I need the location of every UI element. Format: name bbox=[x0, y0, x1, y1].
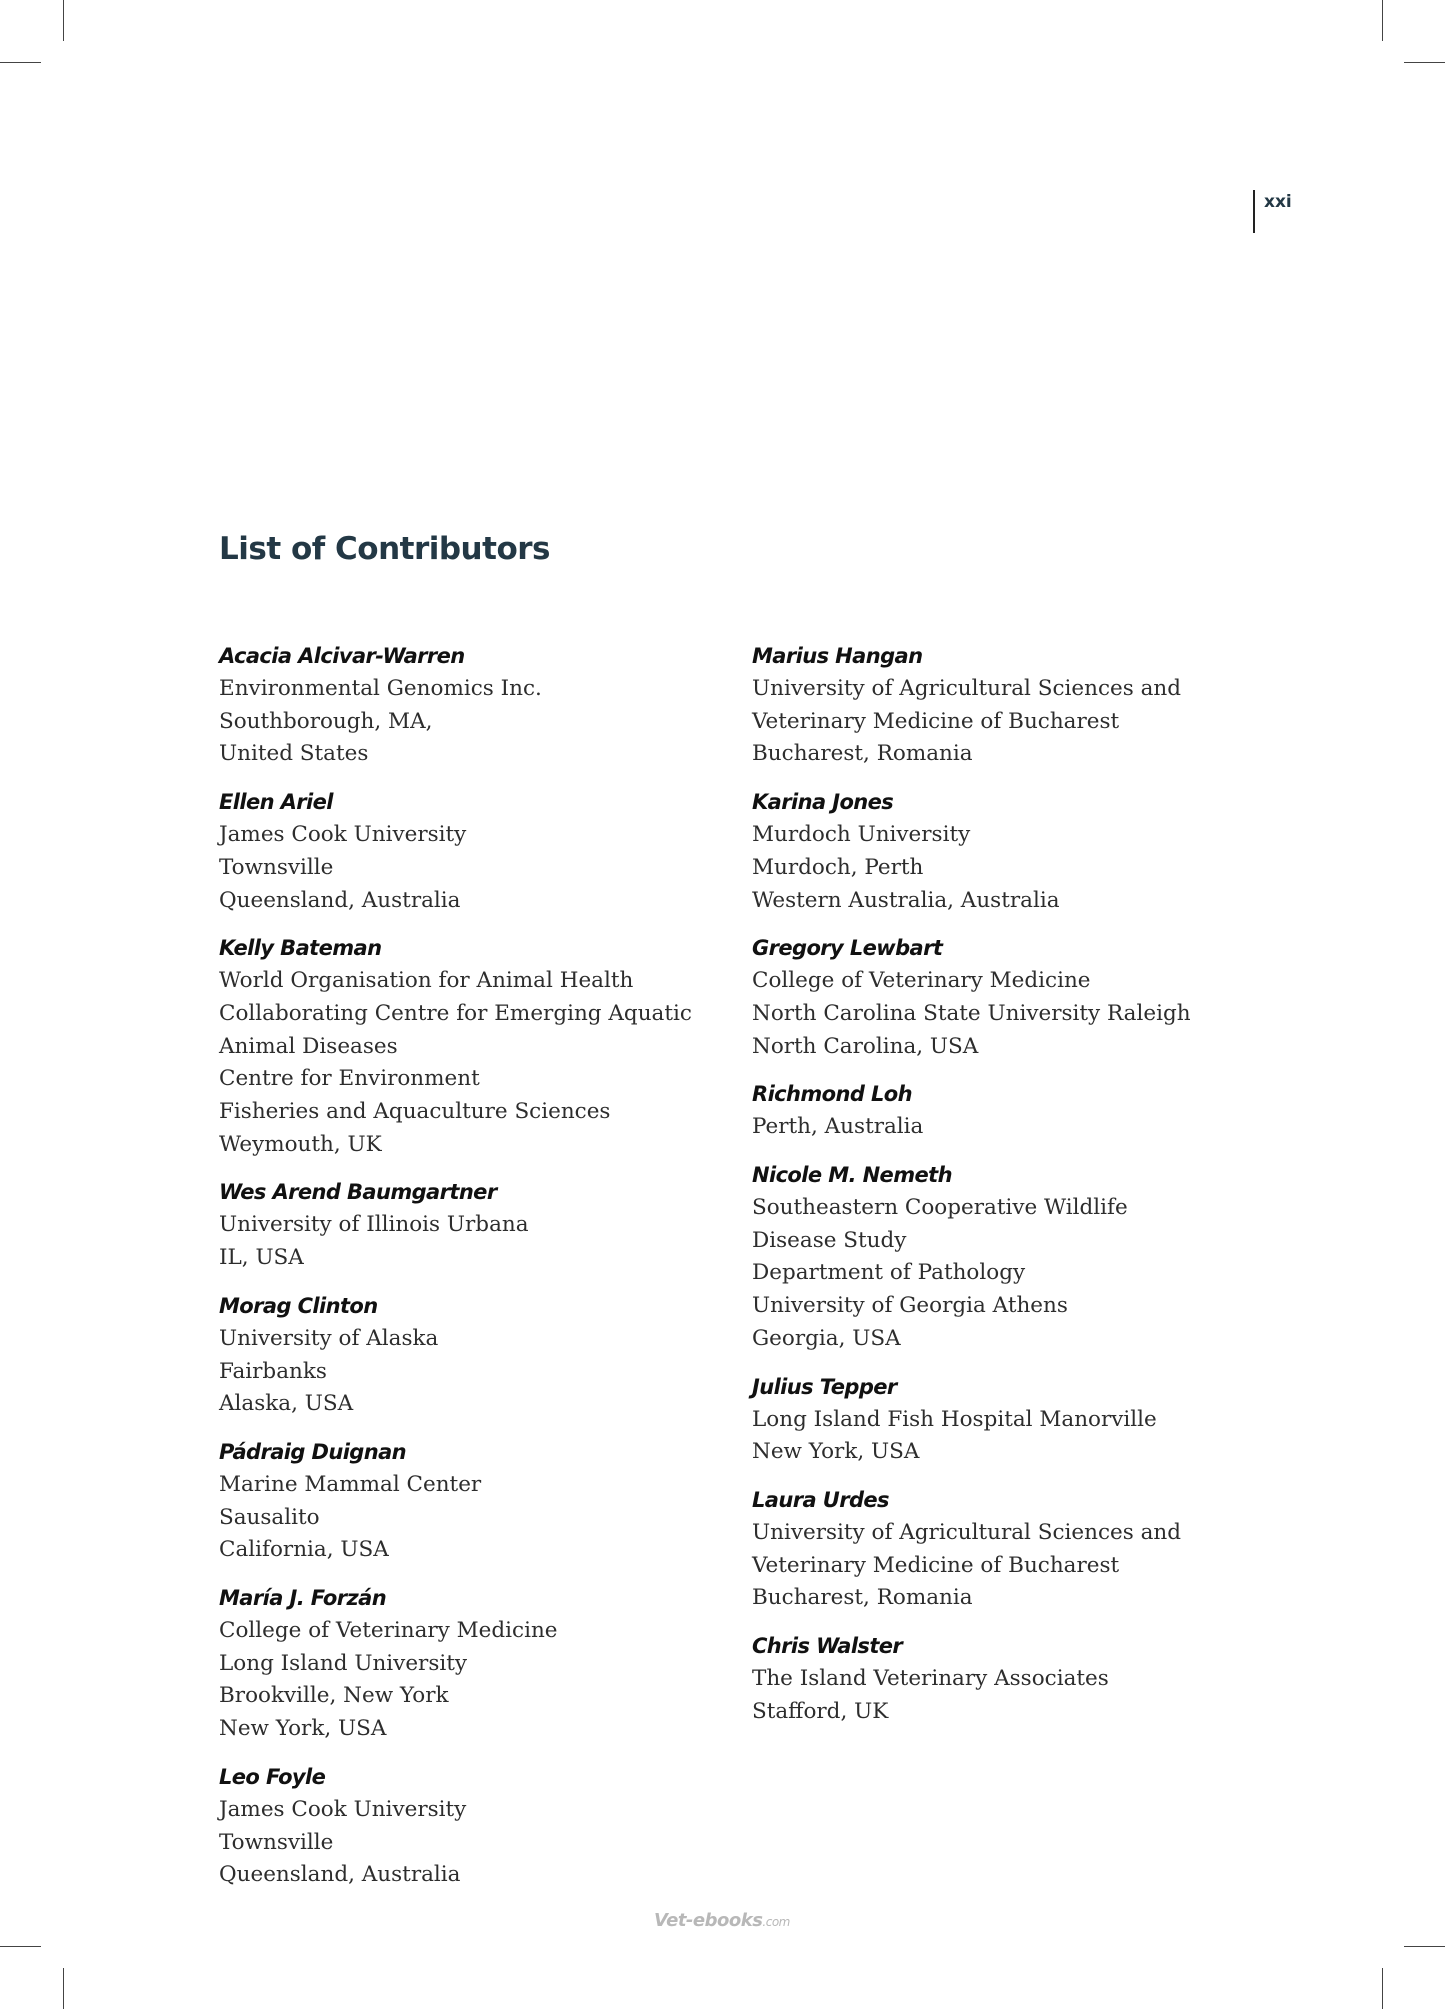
contributor-name: Nicole M. Nemeth bbox=[752, 1163, 952, 1188]
contributor-affiliation-line: University of Illinois Urbana bbox=[219, 1212, 529, 1238]
contributor-name: Gregory Lewbart bbox=[752, 936, 943, 961]
contributor-name: Ellen Ariel bbox=[219, 790, 333, 815]
contributor-name: Chris Walster bbox=[752, 1634, 903, 1659]
contributor-affiliation-line: Fairbanks bbox=[219, 1358, 327, 1384]
contributor-name: María J. Forzán bbox=[219, 1586, 387, 1611]
contributor-affiliation-line: The Island Veterinary Associates bbox=[752, 1666, 1109, 1692]
contributor-name: Laura Urdes bbox=[752, 1487, 889, 1512]
contributor-affiliation-line: Long Island University bbox=[219, 1650, 468, 1676]
crop-mark-bottom-right-vertical bbox=[1382, 1968, 1383, 2009]
contributor-entry bbox=[752, 1159, 1252, 1356]
section-title: List of Contributors bbox=[219, 531, 550, 567]
contributor-affiliation-line: University of Agricultural Sciences and bbox=[752, 676, 1182, 701]
contributor-affiliation-line: Bucharest, Romania bbox=[752, 1585, 973, 1611]
contributor-name: Leo Foyle bbox=[219, 1764, 326, 1789]
contributor-entry bbox=[752, 1484, 1252, 1615]
crop-mark-top-right-horizontal bbox=[1404, 62, 1445, 63]
contributor-affiliation-line: Long Island Fish Hospital Manorville bbox=[752, 1406, 1157, 1432]
contributor-entry bbox=[219, 1761, 719, 1892]
contributor-affiliation-line: James Cook University bbox=[219, 822, 467, 848]
page-number-marker bbox=[1253, 190, 1292, 233]
watermark-text: Vet-ebooks bbox=[654, 1910, 763, 1931]
contributor-affiliation-line: Animal Diseases bbox=[219, 1033, 398, 1059]
contributor-affiliation-line: Bucharest, Romania bbox=[752, 741, 973, 767]
watermark-domain: .com bbox=[762, 1915, 790, 1929]
contributor-affiliation-line: Department of Pathology bbox=[752, 1260, 1026, 1286]
contributor-entry bbox=[752, 1078, 1252, 1144]
contributor-name: Richmond Loh bbox=[752, 1082, 912, 1107]
contributor-affiliation-line: Weymouth, UK bbox=[219, 1131, 382, 1157]
contributor-affiliation-line: Collaborating Centre for Emerging Aquatic bbox=[219, 1000, 692, 1026]
contributor-affiliation-line: College of Veterinary Medicine bbox=[752, 968, 1091, 994]
contributor-affiliation-line: College of Veterinary Medicine bbox=[219, 1618, 558, 1644]
contributor-affiliation-line: California, USA bbox=[219, 1537, 389, 1563]
contributor-name: Wes Arend Baumgartner bbox=[219, 1180, 497, 1205]
contributor-affiliation-line: Georgia, USA bbox=[752, 1325, 901, 1351]
contributor-affiliation-line: Murdoch University bbox=[752, 822, 971, 848]
contributor-affiliation-line: Townsville bbox=[219, 1829, 334, 1855]
contributor-name: Marius Hangan bbox=[752, 644, 923, 668]
page-number: xxi bbox=[1264, 192, 1292, 212]
crop-mark-bottom-left-vertical bbox=[63, 1968, 64, 2009]
contributor-entry bbox=[219, 786, 719, 917]
contributor-entry bbox=[752, 786, 1252, 917]
contributor-affiliation-line: World Organisation for Animal Health bbox=[219, 968, 634, 994]
contributor-name: Pádraig Duignan bbox=[219, 1439, 407, 1464]
contributor-name: Karina Jones bbox=[752, 790, 894, 815]
contributor-entry bbox=[752, 640, 1252, 771]
contributor-affiliation-line: Queensland, Australia bbox=[219, 1862, 461, 1888]
contributor-affiliation-line: University of Agricultural Sciences and bbox=[752, 1519, 1182, 1545]
contributor-affiliation-line: Queensland, Australia bbox=[219, 887, 461, 913]
contributor-affiliation-line: Southeastern Cooperative Wildlife bbox=[752, 1195, 1128, 1221]
contributor-affiliation-line: Veterinary Medicine of Bucharest bbox=[752, 1552, 1120, 1578]
crop-mark-bottom-left-horizontal bbox=[0, 1946, 41, 1947]
contributor-entry bbox=[752, 1630, 1252, 1728]
contributor-name: Julius Tepper bbox=[752, 1374, 897, 1399]
contributor-entry bbox=[752, 1371, 1252, 1469]
contributor-affiliation-line: North Carolina, USA bbox=[752, 1033, 979, 1059]
contributor-affiliation-line: Alaska, USA bbox=[219, 1391, 354, 1417]
contributor-affiliation-line: United States bbox=[219, 741, 369, 767]
contributor-affiliation-line: University of Georgia Athens bbox=[752, 1293, 1068, 1319]
contributor-entry bbox=[219, 1582, 719, 1746]
contributors-column-right bbox=[752, 640, 1252, 1743]
crop-mark-bottom-right-horizontal bbox=[1404, 1946, 1445, 1947]
contributor-affiliation-line: Fisheries and Aquaculture Sciences bbox=[219, 1099, 611, 1125]
contributor-name: Morag Clinton bbox=[219, 1293, 378, 1318]
contributor-entry bbox=[219, 640, 719, 771]
contributor-affiliation-line: Murdoch, Perth bbox=[752, 854, 924, 880]
contributor-affiliation-line: Disease Study bbox=[752, 1227, 907, 1253]
contributor-affiliation-line: North Carolina State University Raleigh bbox=[752, 1000, 1191, 1026]
contributor-entry bbox=[752, 932, 1252, 1063]
contributor-affiliation-line: Centre for Environment bbox=[219, 1066, 480, 1092]
contributor-affiliation-line: Sausalito bbox=[219, 1504, 320, 1530]
contributor-name: Kelly Bateman bbox=[219, 936, 382, 961]
crop-mark-top-left-horizontal bbox=[0, 62, 41, 63]
contributor-name: Acacia Alcivar-Warren bbox=[219, 644, 465, 668]
contributor-affiliation-line: Western Australia, Australia bbox=[752, 887, 1060, 913]
contributor-affiliation-line: James Cook University bbox=[219, 1796, 467, 1822]
crop-mark-top-right-vertical bbox=[1382, 0, 1383, 41]
contributor-affiliation-line: Townsville bbox=[219, 854, 334, 880]
contributor-affiliation-line: Southborough, MA, bbox=[219, 708, 433, 734]
crop-mark-top-left-vertical bbox=[63, 0, 64, 41]
watermark bbox=[654, 1910, 790, 1931]
contributors-column-left bbox=[219, 640, 719, 1907]
contributor-affiliation-line: University of Alaska bbox=[219, 1325, 439, 1351]
contributor-affiliation-line: Environmental Genomics Inc. bbox=[219, 676, 542, 701]
contributor-affiliation-line: New York, USA bbox=[219, 1716, 387, 1742]
contributor-affiliation-line: Marine Mammal Center bbox=[219, 1471, 482, 1497]
contributor-affiliation-line: IL, USA bbox=[219, 1245, 304, 1271]
contributor-affiliation-line: Brookville, New York bbox=[219, 1683, 449, 1709]
contributor-entry bbox=[219, 932, 719, 1161]
contributor-entry bbox=[219, 1436, 719, 1567]
contributor-affiliation-line: Stafford, UK bbox=[752, 1698, 889, 1724]
contributor-affiliation-line: Veterinary Medicine of Bucharest bbox=[752, 708, 1120, 734]
contributor-entry bbox=[219, 1176, 719, 1274]
contributor-affiliation-line: New York, USA bbox=[752, 1439, 920, 1465]
contributor-affiliation-line: Perth, Australia bbox=[752, 1114, 924, 1140]
contributor-entry bbox=[219, 1290, 719, 1421]
